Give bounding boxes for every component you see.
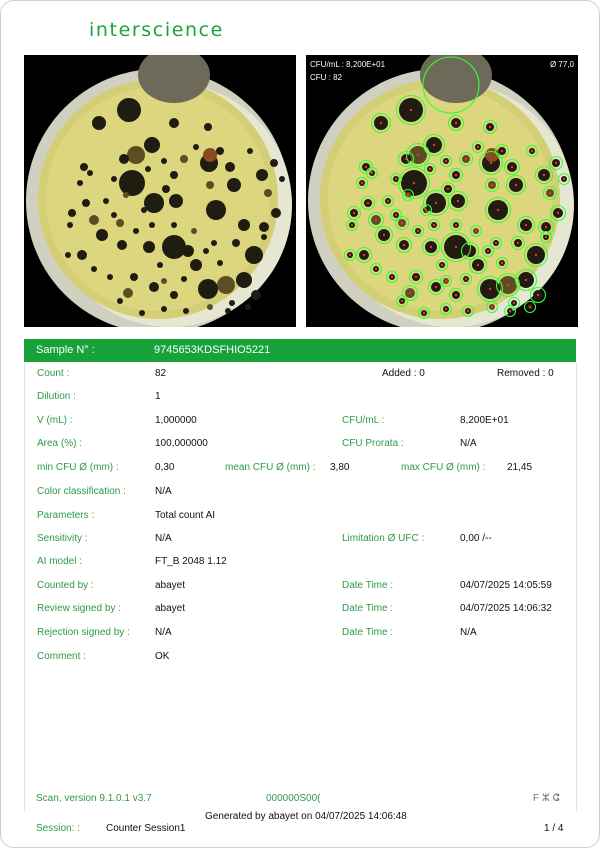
detection-marker (361, 182, 363, 184)
colony (119, 170, 145, 196)
review-signed-by-label: Review signed by : (37, 603, 121, 614)
colony (144, 137, 160, 153)
sample-number-value: 9745653KDSFHIO5221 (154, 344, 271, 356)
detection-marker (445, 280, 447, 282)
colony (211, 240, 217, 246)
detection-marker (529, 306, 531, 308)
colony (256, 169, 268, 181)
detection-marker (401, 300, 403, 302)
count-value: 82 (155, 368, 167, 379)
colony (225, 162, 235, 172)
detection-marker (489, 288, 491, 290)
sensitivity-label: Sensitivity : (37, 533, 88, 544)
colony (261, 234, 267, 240)
detection-marker (509, 310, 511, 312)
colony (65, 252, 71, 258)
detection-marker (501, 150, 503, 152)
colony (217, 260, 223, 266)
colony (117, 98, 141, 122)
colony (225, 308, 231, 314)
detection-marker (367, 202, 369, 204)
colony (264, 189, 272, 197)
detection-marker (435, 202, 437, 204)
detection-marker (435, 286, 437, 288)
petri-dish-detection-image (306, 55, 578, 327)
rejection-signed-by-value: N/A (155, 627, 172, 638)
color-classification-value: N/A (155, 486, 172, 497)
detection-marker (430, 246, 432, 248)
detection-marker (429, 168, 431, 170)
counted-date-value: 04/07/2025 14:05:59 (460, 580, 552, 591)
detection-marker (441, 264, 443, 266)
colony (247, 148, 253, 154)
detection-marker (349, 254, 351, 256)
min-cfu-diameter-value: 0,30 (155, 462, 175, 473)
detection-marker (535, 254, 537, 256)
detection-marker (445, 160, 447, 162)
colony (171, 222, 177, 228)
detection-marker (353, 212, 355, 214)
colony (206, 181, 214, 189)
colony (67, 222, 73, 228)
detection-marker (475, 230, 477, 232)
detection-marker (531, 150, 533, 152)
colony (190, 259, 202, 271)
review-signed-by-value: abayet (155, 603, 186, 614)
colony (216, 147, 224, 155)
volume-value: 1,000000 (155, 415, 197, 426)
colony (149, 222, 155, 228)
detection-marker (351, 224, 353, 226)
brand-logo: interscience (89, 19, 224, 41)
detection-marker (405, 158, 407, 160)
detection-marker (491, 306, 493, 308)
detection-marker (507, 284, 509, 286)
colony (191, 228, 197, 234)
detection-marker (491, 184, 493, 186)
limitation-label: Limitation Ø UFC : (342, 533, 425, 544)
detection-marker (445, 308, 447, 310)
colony (229, 300, 235, 306)
colony (169, 118, 179, 128)
detection-marker (477, 264, 479, 266)
limitation-value: 0,00 /-- (460, 533, 492, 544)
colony (204, 123, 212, 131)
colony (145, 166, 151, 172)
footer-mark: F ⵣ ⵛ (533, 793, 560, 804)
detection-marker (423, 312, 425, 314)
detection-marker (543, 174, 545, 176)
max-cfu-diameter-value: 21,45 (507, 462, 533, 473)
added-count: Added : 0 (382, 368, 425, 379)
colony (259, 222, 269, 232)
detection-marker (391, 276, 393, 278)
detection-marker (549, 192, 551, 194)
colony (143, 241, 155, 253)
detection-marker (409, 292, 411, 294)
sample-number-label: Sample N° : (36, 344, 95, 356)
colony (198, 279, 218, 299)
colony (77, 180, 83, 186)
colony (181, 276, 187, 282)
ai-model-label: AI model : (37, 556, 83, 567)
colony (227, 178, 241, 192)
detection-marker (469, 250, 471, 252)
detection-marker (557, 212, 559, 214)
detection-marker (383, 234, 385, 236)
overlay-cfu-count: CFU : 82 (310, 73, 343, 82)
detection-marker (401, 222, 403, 224)
detection-marker (555, 162, 557, 164)
session-value: Counter Session1 (106, 823, 186, 834)
colony (251, 290, 261, 300)
detection-marker (395, 178, 397, 180)
detection-marker (455, 294, 457, 296)
detection-marker (375, 219, 377, 221)
detection-marker (513, 302, 515, 304)
colony (68, 209, 76, 217)
colony (203, 148, 217, 162)
colony (169, 194, 183, 208)
page-number: 1 / 4 (544, 823, 564, 834)
colony (77, 250, 87, 260)
count-label: Count : (37, 368, 70, 379)
max-cfu-diameter-label: max CFU Ø (mm) : (401, 462, 486, 473)
colony (193, 144, 199, 150)
detection-marker (425, 209, 427, 211)
detection-marker (433, 224, 435, 226)
colony (245, 304, 251, 310)
detection-marker (371, 172, 373, 174)
colony (111, 212, 117, 218)
detection-marker (455, 174, 457, 176)
colony (96, 229, 108, 241)
sensitivity-value: N/A (155, 533, 172, 544)
rejection-date-label: Date Time : (342, 627, 394, 638)
area-value: 100,000000 (155, 438, 208, 449)
detection-marker (537, 294, 539, 296)
rejection-date-value: N/A (460, 627, 477, 638)
detection-marker (563, 178, 565, 180)
detection-marker (525, 279, 527, 281)
detection-marker (495, 242, 497, 244)
detection-marker (387, 200, 389, 202)
counted-by-label: Counted by : (37, 580, 94, 591)
colony (91, 266, 97, 272)
detection-marker (455, 246, 457, 248)
mean-cfu-diameter-value: 3,80 (330, 462, 350, 473)
cfu-ml-value: 8,200E+01 (460, 415, 509, 426)
detection-marker (410, 109, 412, 111)
detection-marker (417, 154, 419, 156)
detection-marker (487, 250, 489, 252)
colony (170, 171, 178, 179)
colony (141, 207, 147, 213)
detection-marker (501, 262, 503, 264)
detection-marker (455, 122, 457, 124)
colony (123, 288, 133, 298)
colony (270, 159, 278, 167)
detection-marker (457, 200, 459, 202)
sample-header-bar (24, 339, 576, 362)
detection-marker (407, 194, 409, 196)
colony (170, 291, 178, 299)
detection-marker (380, 122, 382, 124)
min-cfu-diameter-label: min CFU Ø (mm) : (37, 462, 119, 473)
colony (127, 146, 145, 164)
comment-label: Comment : (37, 651, 86, 662)
colony (117, 298, 123, 304)
detection-marker (375, 268, 377, 270)
petri-dish-original-image (24, 55, 296, 327)
session-label: Session: : (36, 823, 80, 834)
cfu-prorata-value: N/A (460, 438, 477, 449)
detection-marker (515, 184, 517, 186)
detection-marker (467, 310, 469, 312)
overlay-cfu-ml: CFU/mL : 8,200E+01 (310, 60, 386, 69)
review-date-label: Date Time : (342, 603, 394, 614)
detection-marker (545, 226, 547, 228)
detection-marker (433, 144, 435, 146)
color-classification-label: Color classification : (37, 486, 126, 497)
detection-marker (511, 166, 513, 168)
sample-info-panel (24, 362, 577, 812)
petri-dish-photo (24, 55, 296, 327)
colony (180, 155, 188, 163)
detection-marker (490, 162, 492, 164)
colony (130, 273, 138, 281)
removed-count: Removed : 0 (497, 368, 554, 379)
detection-marker (395, 214, 397, 216)
colony (162, 185, 170, 193)
detection-marker (497, 209, 499, 211)
colony (89, 215, 99, 225)
colony (271, 208, 281, 218)
colony (279, 176, 285, 182)
counted-by-value: abayet (155, 580, 186, 591)
colony (207, 304, 213, 310)
counted-date-label: Date Time : (342, 580, 394, 591)
colony (157, 262, 163, 268)
colony (82, 199, 90, 207)
colony (119, 154, 129, 164)
colony (149, 282, 159, 292)
colony (206, 200, 226, 220)
detection-marker (413, 182, 415, 184)
volume-label: V (mL) : (37, 415, 73, 426)
detection-marker (525, 224, 527, 226)
cfu-prorata-label: CFU Prorata : (342, 438, 404, 449)
colony (123, 192, 129, 198)
detection-marker (363, 254, 365, 256)
colony (133, 228, 139, 234)
colony (92, 116, 106, 130)
dilution-value: 1 (155, 391, 161, 402)
rejection-signed-by-label: Rejection signed by : (37, 627, 130, 638)
colony (117, 240, 127, 250)
colony (203, 248, 209, 254)
detection-marker (465, 158, 467, 160)
detection-marker (477, 146, 479, 148)
scan-version: Scan, version 9.1.0.1 v3.7 (36, 793, 152, 804)
colony (111, 176, 117, 182)
parameters-value: Total count AI (155, 510, 216, 521)
colony (107, 274, 113, 280)
detection-marker (517, 242, 519, 244)
colony (139, 310, 145, 316)
cfu-ml-label: CFU/mL : (342, 415, 385, 426)
colony (183, 308, 189, 314)
colony (245, 246, 263, 264)
colony (161, 278, 167, 284)
detection-marker (403, 244, 405, 246)
colony (182, 245, 194, 257)
overlay-diameter: Ø 77,0 (549, 60, 574, 69)
mean-cfu-diameter-label: mean CFU Ø (mm) : (225, 462, 316, 473)
colony (80, 163, 88, 171)
detection-marker (545, 236, 547, 238)
petri-dish-annotated-photo (306, 55, 578, 327)
detection-marker (465, 278, 467, 280)
detection-marker (455, 224, 457, 226)
ai-model-value: FT_B 2048 1.12 (155, 556, 227, 567)
colony (236, 272, 252, 288)
generated-by: Generated by abayet on 04/07/2025 14:06:48 (205, 811, 407, 822)
colony (232, 239, 240, 247)
colony (103, 198, 109, 204)
colony (162, 235, 186, 259)
colony (161, 306, 167, 312)
comment-value: OK (155, 651, 170, 662)
parameters-label: Parameters : (37, 510, 95, 521)
detection-marker (417, 230, 419, 232)
colony (116, 219, 124, 227)
dilution-label: Dilution : (37, 391, 76, 402)
colony (161, 158, 167, 164)
colony (87, 170, 93, 176)
detection-marker (415, 276, 417, 278)
detection-marker (365, 166, 367, 168)
detection-marker (447, 188, 449, 190)
detection-marker (489, 126, 491, 128)
area-label: Area (%) : (37, 438, 83, 449)
colony (238, 219, 250, 231)
colony (217, 276, 235, 294)
review-date-value: 04/07/2025 14:06:32 (460, 603, 552, 614)
serial-number: 000000S00( (266, 793, 321, 804)
